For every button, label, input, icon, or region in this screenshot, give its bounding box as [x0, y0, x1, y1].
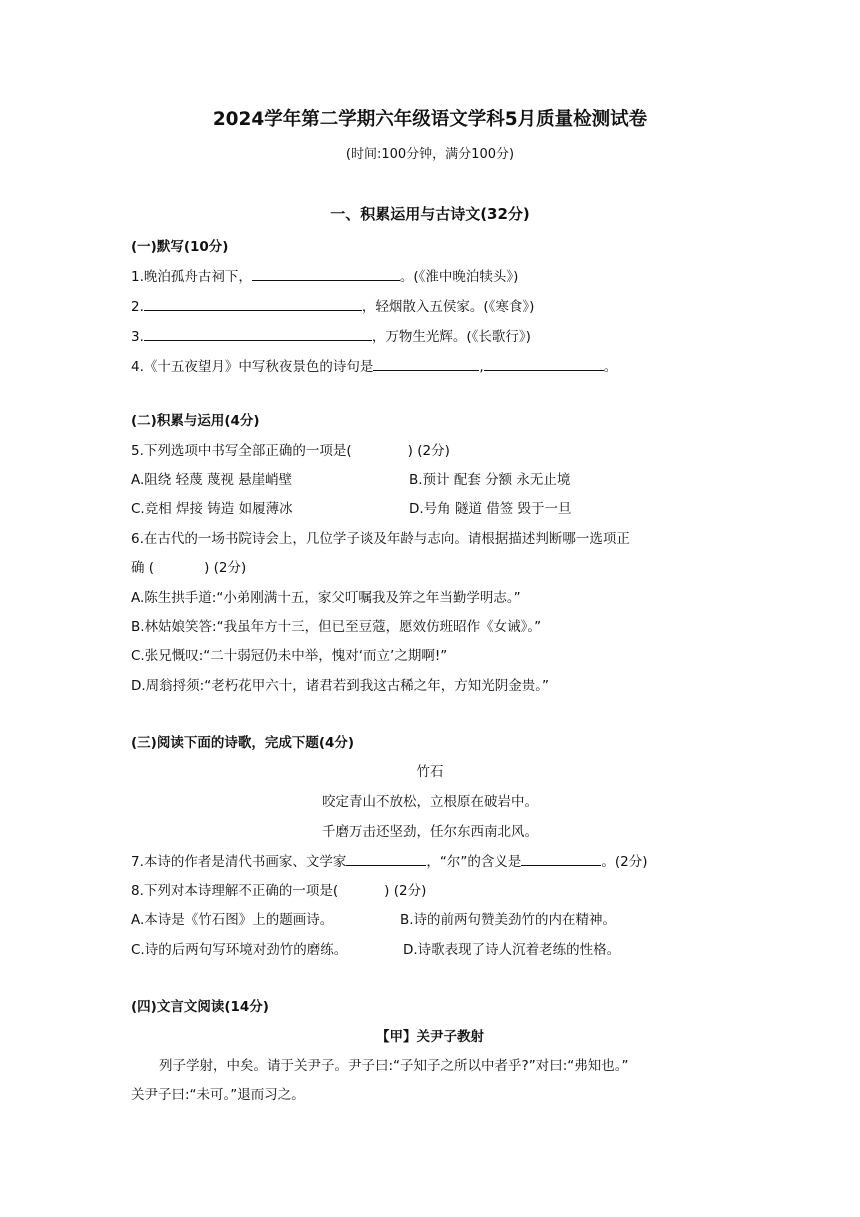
q2-pre: 2.	[131, 299, 144, 315]
poem-title: 竹石	[416, 764, 444, 780]
q8-option-d: D.诗歌表现了诗人沉着老练的性格。	[403, 942, 621, 958]
poem-line-1: 咬定青山不放松，立根原在破岩中。	[322, 794, 538, 810]
part1-heading: (一)默写(10分)	[131, 239, 229, 255]
q1-post: 。(《淮中晚泊犊头》)	[399, 269, 519, 285]
q6-stem-line2	[131, 558, 246, 578]
q7-answer-blank-1[interactable]	[346, 851, 426, 866]
question-2	[131, 296, 534, 317]
question-3	[131, 326, 531, 347]
q7-pre: 7.本诗的作者是清代书画家、文学家	[131, 854, 347, 870]
q3-pre: 3.	[131, 329, 144, 345]
part4-heading: (四)文言文阅读(14分)	[131, 999, 269, 1015]
q8-stem-end: ) (2分)	[384, 883, 427, 899]
part3-heading: (三)阅读下面的诗歌，完成下题(4分)	[131, 735, 355, 751]
exam-title: 2024学年第二学期六年级语文学科5月质量检测试卷	[212, 109, 648, 130]
q6-stem-pre: 确 (	[131, 560, 155, 576]
q4-answer-blank-1[interactable]	[373, 356, 479, 371]
q4-post: 。	[603, 359, 618, 375]
q5-stem: 5.下列选项中书写全部正确的一项是(	[131, 443, 352, 459]
question-1	[131, 266, 518, 287]
q2-answer-blank[interactable]	[144, 296, 362, 311]
question-8	[131, 881, 426, 901]
q4-pre: 4.《十五夜望月》中写秋夜景色的诗句是	[131, 359, 374, 375]
q5-option-c: C.竞相 焊接 铸造 如履薄冰	[131, 501, 293, 517]
q5-stem-end: ) (2分)	[407, 443, 450, 459]
passage-title: 【甲】关尹子教射	[376, 1029, 484, 1045]
q5-option-b: B.预计 配套 分额 永无止境	[409, 472, 571, 488]
q8-option-b: B.诗的前两句赞美劲竹的内在精神。	[400, 912, 617, 928]
exam-subtitle: (时间:100分钟，满分100分)	[345, 147, 515, 162]
q8-option-c: C.诗的后两句写环境对劲竹的磨练。	[131, 942, 348, 958]
q7-answer-blank-2[interactable]	[521, 851, 601, 866]
question-7	[131, 851, 648, 872]
q2-post: ，轻烟散入五侯家。(《寒食》)	[361, 299, 535, 315]
q6-stem-line1: 6.在古代的一场书院诗会上，几位学子谈及年龄与志向。请根据描述判断哪一选项正	[131, 531, 630, 547]
q1-answer-blank[interactable]	[252, 266, 400, 281]
q6-option-b: B.林姑娘笑答:“我虽年方十三，但已至豆蔻，愿效仿班昭作《女诫》。”	[131, 619, 542, 635]
q8-stem: 8.下列对本诗理解不正确的一项是(	[131, 883, 339, 899]
q5-option-a: A.阻绕 轻蔑 蔑视 悬崖峭壁	[131, 472, 293, 488]
q6-stem-post: ) (2分)	[204, 560, 247, 576]
q6-option-c: C.张兄慨叹:“二十弱冠仍未中举，愧对‘而立’之期啊!”	[131, 648, 448, 664]
q4-mid: ,	[479, 359, 484, 375]
q5-option-d: D.号角 隧道 借签 毁于一旦	[409, 501, 572, 517]
q4-answer-blank-2[interactable]	[484, 356, 604, 371]
q8-option-a: A.本诗是《竹石图》上的题画诗。	[131, 912, 334, 928]
q1-pre: 1.晚泊孤舟古祠下，	[131, 269, 252, 285]
part2-heading: (二)积累与运用(4分)	[131, 413, 260, 429]
passage-line-1: 列子学射，中矣。请于关尹子。尹子曰:“子知子之所以中者乎?”对曰:“弗知也。”	[159, 1058, 629, 1074]
passage-line-2: 关尹子曰:“未可。”退而习之。	[131, 1087, 305, 1103]
question-4	[131, 356, 617, 377]
q7-mid: ，“尔”的含义是	[426, 854, 522, 870]
section1-heading: 一、积累运用与古诗文(32分)	[330, 205, 530, 223]
q7-post: 。(2分)	[601, 854, 648, 870]
question-5	[131, 441, 450, 461]
poem-line-2: 千磨万击还坚劲，任尔东西南北风。	[322, 824, 538, 840]
q3-post: ，万物生光辉。(《长歌行》)	[371, 329, 531, 345]
q6-option-d: D.周翁捋须:“老朽花甲六十，诸君若到我这古稀之年，方知光阴金贵。”	[131, 678, 549, 694]
q3-answer-blank[interactable]	[144, 326, 372, 341]
q6-option-a: A.陈生拱手道:“小弟刚满十五，家父叮嘱我及笄之年当勤学明志。”	[131, 590, 521, 606]
